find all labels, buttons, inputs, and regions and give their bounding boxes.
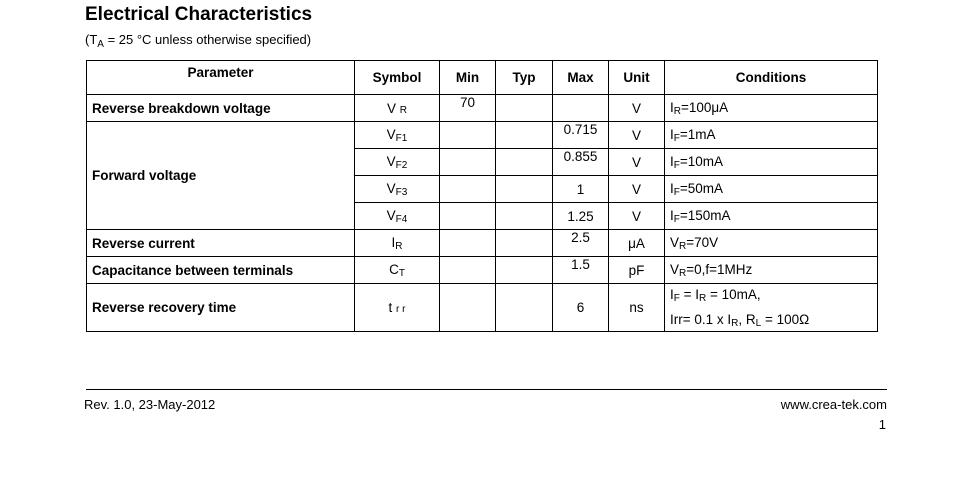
param-forward-voltage: Forward voltage xyxy=(87,122,355,230)
symbol-cell xyxy=(355,257,440,284)
header-max: Max xyxy=(553,61,609,95)
min-cell xyxy=(440,176,496,203)
symbol-main: V xyxy=(386,126,396,142)
typ-cell xyxy=(496,284,553,332)
symbol-cell xyxy=(355,284,440,332)
typ-cell xyxy=(496,257,553,284)
table-row xyxy=(87,230,878,257)
cond-sub: R xyxy=(673,105,681,117)
subtitle-suffix: = 25 °C unless otherwise specified) xyxy=(103,32,312,47)
max-cell: 0.855 xyxy=(553,149,609,176)
cond-main: V xyxy=(670,234,680,250)
table-row xyxy=(87,95,878,122)
cond-text: I xyxy=(670,286,674,302)
symbol-cell xyxy=(355,122,440,149)
unit-cell: μA xyxy=(609,230,665,257)
symbol-main: I xyxy=(391,234,396,250)
cond-main: V xyxy=(670,261,680,277)
min-cell xyxy=(440,284,496,332)
typ-cell xyxy=(496,230,553,257)
cond-sub: F xyxy=(673,292,680,304)
min-cell xyxy=(440,122,496,149)
cond-text: = 10mA, xyxy=(706,286,761,302)
unit-cell: V xyxy=(609,203,665,230)
unit-cell: ns xyxy=(609,284,665,332)
subtitle-prefix: (T xyxy=(85,32,98,47)
cond-post: =10mA xyxy=(679,153,724,169)
param-reverse-recovery: Reverse recovery time xyxy=(87,284,355,332)
cond-sub: F xyxy=(673,186,680,198)
max-cell: 1.25 xyxy=(553,203,609,230)
max-cell: 6 xyxy=(553,284,609,332)
symbol-cell xyxy=(355,176,440,203)
conditions-cell xyxy=(665,257,878,284)
param-reverse-current: Reverse current xyxy=(87,230,355,257)
unit-cell: pF xyxy=(609,257,665,284)
symbol-sub: T xyxy=(398,267,405,279)
cond-sub: F xyxy=(673,132,680,144)
cond-sub: R xyxy=(679,267,687,279)
cond-post: =100μA xyxy=(681,99,729,115)
website-link[interactable]: www.crea-tek.com xyxy=(780,397,887,412)
typ-cell xyxy=(496,95,553,122)
cond-text: = 100Ω xyxy=(761,311,810,327)
cond-sub: F xyxy=(673,213,680,225)
symbol-cell xyxy=(355,95,440,122)
unit-cell: V xyxy=(609,176,665,203)
conditions-cell xyxy=(665,95,878,122)
unit-cell: V xyxy=(609,122,665,149)
cond-text: Irr= 0.1 x I xyxy=(670,311,732,327)
symbol-sub: F3 xyxy=(395,186,408,198)
symbol-main: V xyxy=(386,100,396,116)
typ-cell xyxy=(496,203,553,230)
symbol-main: t xyxy=(388,300,393,315)
min-cell xyxy=(440,149,496,176)
header-row xyxy=(87,61,878,95)
symbol-sub: r r xyxy=(396,304,406,315)
param-reverse-breakdown: Reverse breakdown voltage xyxy=(87,95,355,122)
max-cell: 1 xyxy=(553,176,609,203)
symbol-main: C xyxy=(389,261,399,277)
conditions-cell xyxy=(665,230,878,257)
electrical-characteristics-table xyxy=(86,60,878,332)
cond-text: = I xyxy=(679,286,700,302)
min-cell: 70 xyxy=(440,95,496,122)
conditions-cell xyxy=(665,122,878,149)
cond-sub: R xyxy=(731,317,739,329)
min-cell xyxy=(440,257,496,284)
cond-text: , R xyxy=(738,311,756,327)
cond-sub: R xyxy=(679,240,687,252)
footer-divider xyxy=(86,389,887,390)
typ-cell xyxy=(496,122,553,149)
cond-post: =70V xyxy=(686,234,719,250)
conditions-cell xyxy=(665,284,878,332)
param-capacitance: Capacitance between terminals xyxy=(87,257,355,284)
subtitle-subscript: A xyxy=(97,39,104,50)
symbol-sub: F1 xyxy=(395,132,408,144)
cond-sub: L xyxy=(755,317,762,329)
revision-date: Rev. 1.0, 23-May-2012 xyxy=(84,397,216,412)
cond-post: =1mA xyxy=(679,126,716,142)
unit-cell: V xyxy=(609,149,665,176)
symbol-sub: F2 xyxy=(395,159,408,171)
typ-cell xyxy=(496,149,553,176)
max-cell: 1.5 xyxy=(553,257,609,284)
conditions-cell xyxy=(665,203,878,230)
page-number: 1 xyxy=(878,417,886,432)
header-typ: Typ xyxy=(496,61,553,95)
symbol-sub: F4 xyxy=(395,213,408,225)
header-min: Min xyxy=(440,61,496,95)
cond-post: =50mA xyxy=(679,180,724,196)
header-conditions: Conditions xyxy=(665,61,878,95)
conditions-cell xyxy=(665,149,878,176)
section-subtitle xyxy=(85,32,311,50)
symbol-cell xyxy=(355,149,440,176)
conditions-cell xyxy=(665,176,878,203)
symbol-cell xyxy=(355,203,440,230)
unit-cell: V xyxy=(609,95,665,122)
symbol-main: V xyxy=(386,207,396,223)
table-row xyxy=(87,257,878,284)
header-unit: Unit xyxy=(609,61,665,95)
max-cell: 2.5 xyxy=(553,230,609,257)
symbol-sub: R xyxy=(395,240,403,252)
symbol-main: V xyxy=(386,153,396,169)
max-cell: 0.715 xyxy=(553,122,609,149)
cond-line-1 xyxy=(670,287,761,302)
table-row xyxy=(87,284,878,332)
min-cell xyxy=(440,203,496,230)
cond-post: =0,f=1MHz xyxy=(686,261,753,277)
table-row xyxy=(87,122,878,149)
cond-post: =150mA xyxy=(679,207,731,223)
cond-sub: F xyxy=(673,159,680,171)
cond-main: I xyxy=(670,126,674,142)
cond-line-2 xyxy=(670,312,872,329)
min-cell xyxy=(440,230,496,257)
symbol-cell xyxy=(355,230,440,257)
typ-cell xyxy=(496,176,553,203)
cond-main: I xyxy=(670,207,674,223)
cond-main: I xyxy=(670,99,674,115)
header-parameter: Parameter xyxy=(87,61,355,95)
symbol-sub: R xyxy=(399,104,407,116)
max-cell xyxy=(553,95,609,122)
cond-main: I xyxy=(670,153,674,169)
symbol-main: V xyxy=(386,180,396,196)
cond-main: I xyxy=(670,180,674,196)
cond-sub: R xyxy=(699,292,707,304)
header-symbol: Symbol xyxy=(355,61,440,95)
section-title: Electrical Characteristics xyxy=(85,4,313,25)
